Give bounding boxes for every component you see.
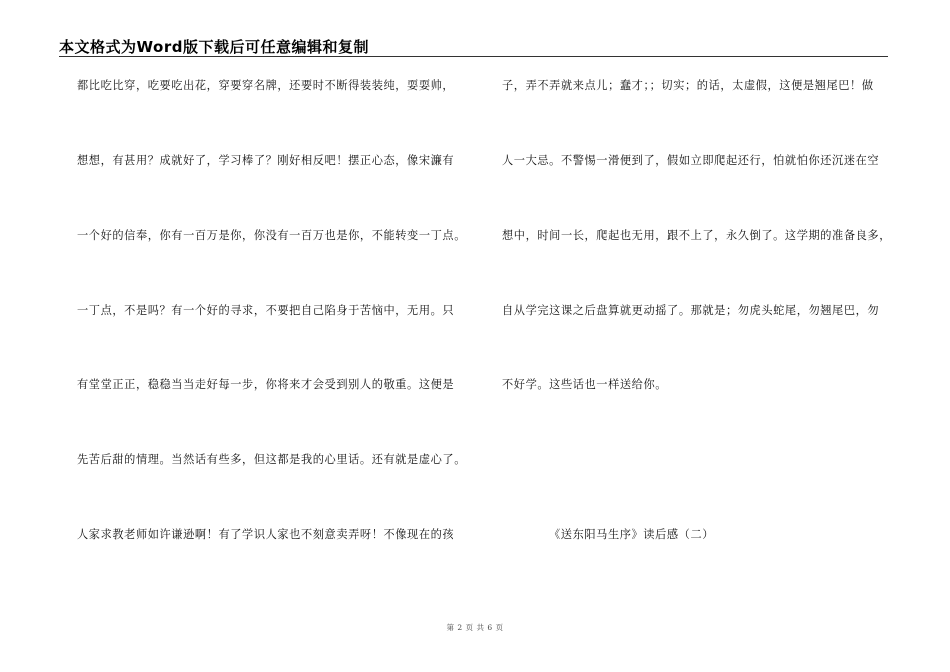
header-title: 本文格式为Word版下载后可任意编辑和复制 xyxy=(59,38,369,56)
section-subtitle: 《送东阳马生序》读后感（二） xyxy=(549,528,715,541)
body-line: 子，弄不弄就来点儿；蠢才；；切实；的话，太虚假，这便是翘尾巴！做 xyxy=(502,79,874,92)
body-line: 都比吃比穿，吃要吃出花，穿要穿名牌，还要时不断得装装纯，耍耍帅， xyxy=(77,79,455,92)
body-line: 人一大忌。不警惕一滑便到了，假如立即爬起还行，怕就怕你还沉迷在空 xyxy=(502,154,880,167)
page-header xyxy=(59,34,888,57)
body-line: 先苦后甜的情理。当然话有些多，但这都是我的心里话。还有就是虚心了。 xyxy=(77,453,466,466)
body-line: 一个好的信奉，你有一百万是你，你没有一百万也是你，不能转变一丁点。 xyxy=(77,229,466,242)
body-line: 想中，时间一长，爬起也无用，跟不上了，永久倒了。这学期的准备良多， xyxy=(502,229,891,242)
page-number: 第 2 页 共 6 页 xyxy=(446,623,504,632)
body-line: 人家求教老师如许谦逊啊！有了学识人家也不刻意卖弄呀！不像现在的孩 xyxy=(77,528,455,541)
body-line: 一丁点，不是吗？有一个好的寻求，不要把自己陷身于苦恼中，无用。只 xyxy=(77,304,455,317)
body-line: 不好学。这些话也一样送给你。 xyxy=(502,378,668,391)
body-line: 有堂堂正正，稳稳当当走好每一步，你将来才会受到别人的敬重。这便是 xyxy=(77,378,455,391)
body-line: 自从学完这课之后盘算就更动摇了。那就是；勿虎头蛇尾，勿翘尾巴，勿 xyxy=(502,304,880,317)
body-line: 想想，有甚用？成就好了，学习棒了？刚好相反吧！摆正心态，像宋濂有 xyxy=(77,154,455,167)
